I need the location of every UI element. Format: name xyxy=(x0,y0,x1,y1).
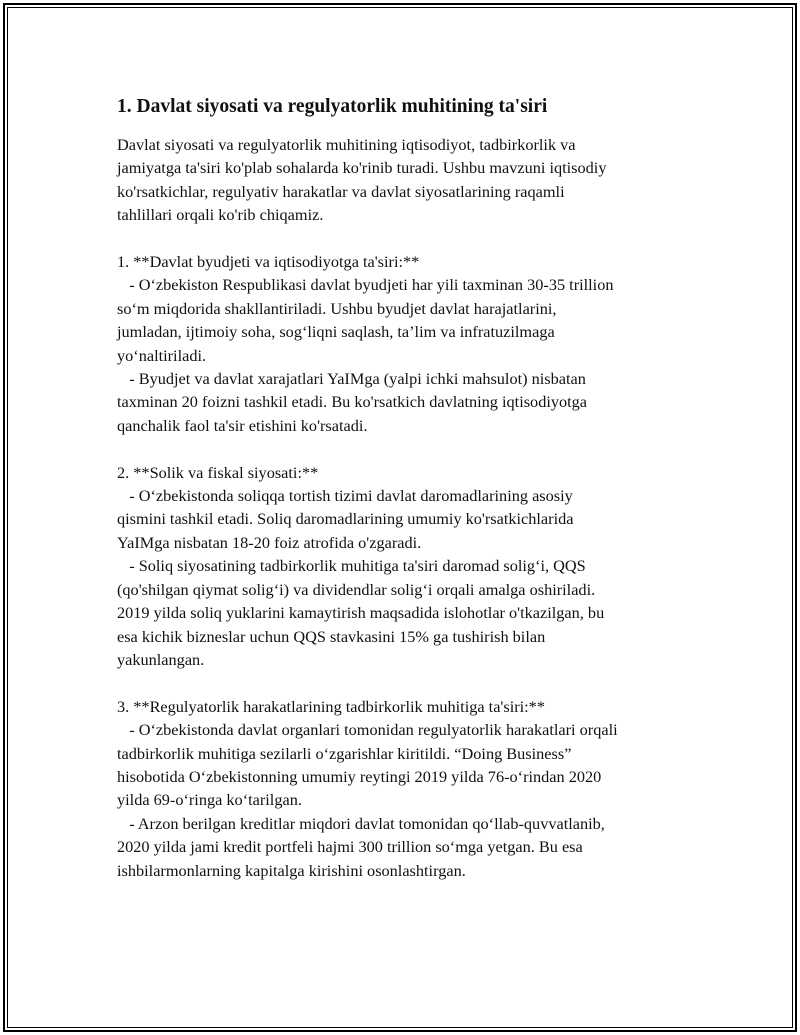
text-line: 2. **Solik va fiskal siyosati:** xyxy=(117,462,319,482)
text-line: jamiyatga ta'siri ko'plab sohalarda ko'rinib turadi. Ushbu mavzuni iqtisodiy xyxy=(117,158,607,178)
tax-fiscal-section xyxy=(117,461,697,672)
text-line: - O‘zbekistonda davlat organlari tomonidan regulyatorlik harakatlari orqali xyxy=(117,720,618,740)
section-heading: 1. Davlat siyosati va regulyatorlik muhitining ta'siri xyxy=(117,96,548,117)
text-line: taxminan 20 foizni tashkil etadi. Bu ko'rsatkich davlatning iqtisodiyotga xyxy=(117,392,588,412)
regulatory-section xyxy=(117,695,697,882)
text-line: yilda 69-o‘ringa ko‘tarilgan. xyxy=(117,790,302,810)
budget-section xyxy=(117,250,697,437)
text-line: 2020 yilda jami kredit portfeli hajmi 300 trillion so‘mga yetgan. Bu esa xyxy=(117,837,583,857)
text-line: - O‘zbekiston Respublikasi davlat byudjeti har yili taxminan 30-35 trillion xyxy=(117,275,614,295)
text-line: - Soliq siyosatining tadbirkorlik muhitiga ta'siri daromad solig‘i, QQS xyxy=(117,556,586,576)
text-line: - O‘zbekistonda soliqqa tortish tizimi davlat daromadlarining asosiy xyxy=(117,486,573,506)
text-line: tadbirkorlik muhitiga sezilarli o‘zgarishlar kiritildi. “Doing Business” xyxy=(117,743,572,763)
text-line: 2019 yilda soliq yuklarini kamaytirish maqsadida islohotlar o'tkazilgan, bu xyxy=(117,603,605,623)
text-line: yo‘naltiriladi. xyxy=(117,345,207,365)
text-line: tahlillari orqali ko'rib chiqamiz. xyxy=(117,205,324,225)
text-line: 3. **Regulyatorlik harakatlarining tadbirkorlik muhitiga ta'siri:** xyxy=(117,696,545,716)
document-body xyxy=(117,94,697,882)
text-line: esa kichik bizneslar uchun QQS stavkasini 15% ga tushirish bilan xyxy=(117,626,546,646)
text-line: jumladan, ijtimoiy soha, sog‘liqni saqlash, ta’lim va infratuzilmaga xyxy=(117,322,555,342)
text-line: yakunlangan. xyxy=(117,649,205,669)
text-line: Davlat siyosati va regulyatorlik muhitining iqtisodiyot, tadbirkorlik va xyxy=(117,135,576,154)
text-line: so‘m miqdorida shakllantiriladi. Ushbu byudjet davlat harajatlarini, xyxy=(117,298,557,318)
text-line: qismini tashkil etadi. Soliq daromadlarining umumiy ko'rsatkichlarida xyxy=(117,509,574,529)
text-line: (qo'shilgan qiymat solig‘i) va dividendlar solig‘i orqali amalga oshiriladi. xyxy=(117,579,596,599)
text-line: - Byudjet va davlat xarajatlari YaIMga (yalpi ichki mahsulot) nisbatan xyxy=(117,369,586,389)
text-line: - Arzon berilgan kreditlar miqdori davlat tomonidan qo‘llab-quvvatlanib, xyxy=(117,813,605,833)
text-line: 1. **Davlat byudjeti va iqtisodiyotga ta'siri:** xyxy=(117,252,420,272)
text-line: YaIMga nisbatan 18-20 foiz atrofida o'zgaradi. xyxy=(117,532,422,552)
text-line: ko'rsatkichlar, regulyativ harakatlar va davlat siyosatlarining raqamli xyxy=(117,181,565,201)
intro-paragraph xyxy=(117,133,697,227)
text-line: hisobotida O‘zbekistonning umumiy reytingi 2019 yilda 76-o‘rindan 2020 xyxy=(117,766,602,786)
text-line: ishbilarmonlarning kapitalga kirishini osonlashtirgan. xyxy=(117,860,466,880)
text-line: qanchalik faol ta'sir etishini ko'rsatadi. xyxy=(117,415,368,435)
